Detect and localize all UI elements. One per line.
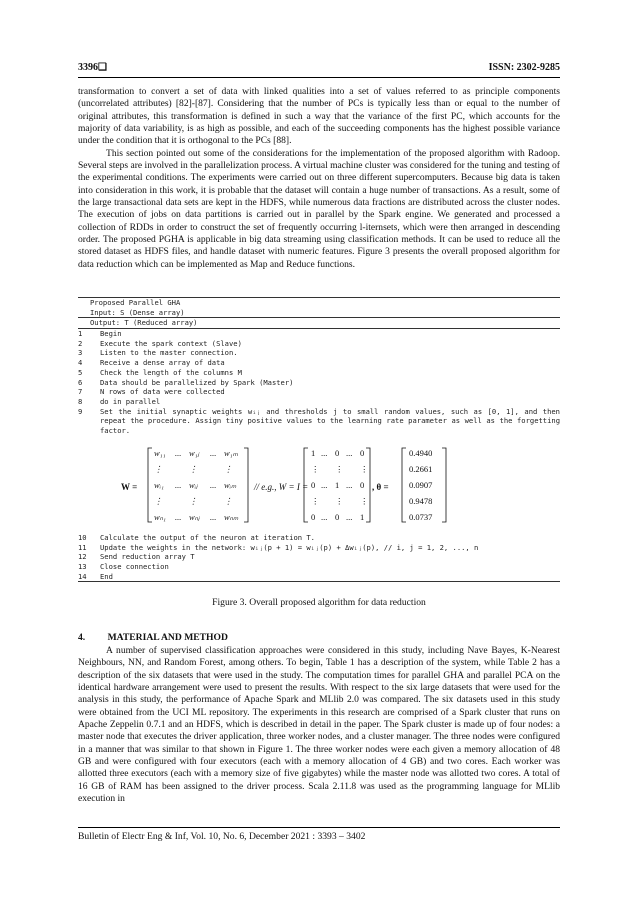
- w-matrix-cell: ⋮: [224, 496, 233, 506]
- i-matrix-cell: 0: [311, 480, 316, 490]
- theta-label: , θ =: [372, 482, 389, 492]
- algorithm-steps-b: [78, 533, 560, 582]
- algorithm-step-9: [78, 407, 560, 436]
- section-paragraph: A number of supervised classification approaches were considered in this study, including Nave Bayes, K-Nearest Neighbours, NN, and Random Forest, among others. To begin, Table 1 has a description of the system, while Table 2 has a description of the six datasets that were used in the study. The computation times for parallel GHA and parallel PCA on the identical hardware arrangement were used to present the results. With respect to the six large datasets that were used for the analysis in this study, the performance of Apache Spark and MLlib 2.0 was compared. The six datasets used in this study were obtained from the UCI ML repository. The experiments in this research are comprised of a Spark cluster that runs on Apache Zeppelin 0.7.1 and an HDFS, which is described in detail in the paper. The Spark cluster is made up of four nodes: a master node that executes the driver application, three worker nodes, and a cluster manager. The three nodes were configured in a manner that was similar to that shown in Figure 1. The three worker nodes were each given a memory allocation of 48 GB and were configured with four executors (each with a memory allocation of 4 GB) and two cores. Each worker was allotted three executors (each with a memory size of five gigabytes) while the master node was allotted two cores. A total of 16 GB of RAM has been assigned to the driver process. Scala 2.11.8 was used as the programming language for MLlib execution in: [78, 645, 560, 805]
- step-number: 8: [78, 396, 83, 406]
- i-matrix-cell: 1: [360, 512, 365, 522]
- algorithm-input: Input: S (Dense array): [90, 307, 185, 317]
- w-matrix-cell: ...: [175, 480, 182, 490]
- w-matrix-cell: ⋮: [189, 464, 198, 474]
- i-matrix-cell: 0: [335, 512, 340, 522]
- step-number: 7: [78, 387, 83, 397]
- step-number: 12: [78, 552, 87, 562]
- section-title: MATERIAL AND METHOD: [107, 632, 228, 643]
- algorithm-step: [78, 348, 560, 358]
- algorithm-step: [78, 543, 560, 553]
- weight-matrix-equation: [118, 446, 578, 526]
- w-matrix-cell: ...: [210, 448, 217, 458]
- i-matrix-cell: 0: [360, 480, 365, 490]
- w-matrix-cell: ...: [210, 480, 217, 490]
- i-matrix-cell: 1: [335, 480, 340, 490]
- eg-label: // e.g., W = I =: [254, 482, 309, 492]
- i-matrix-cell: 1: [311, 448, 316, 458]
- algorithm-output-row: [78, 317, 560, 328]
- figure-caption: Figure 3. Overall proposed algorithm for data reduction: [212, 597, 426, 608]
- step-number: 6: [78, 377, 83, 387]
- w-matrix-cell: ...: [210, 512, 217, 522]
- step-number: 14: [78, 571, 87, 581]
- footer-rule: [78, 827, 560, 828]
- algorithm-input-row: [78, 308, 560, 318]
- w-matrix-cell: ⋮: [154, 496, 163, 506]
- theta-value: 0.0907: [409, 480, 433, 490]
- paragraph-1: transformation to convert a set of data with linked qualities into a set of values referred to as principle components (uncorrelated attributes) [82]-[87]. Considering that the number of PCs is typically less than or equal to the number of original attributes, this transformation is defined in such a way that the variance of the first PC, which accounts for the majority of data variability, is as high as possible, and each of the succeeding components has the highest possible variance under the condition that it is orthogonal to the PCs [88].: [78, 86, 560, 147]
- w-matrix-cell: ⋮: [189, 496, 198, 506]
- i-matrix-cell: 0: [311, 512, 316, 522]
- i-matrix-cell: ⋮: [335, 464, 344, 474]
- i-matrix-cell: ...: [346, 480, 353, 490]
- algorithm-step: [78, 552, 560, 562]
- section-number: 4.: [78, 632, 86, 643]
- theta-left-bracket: [402, 448, 406, 522]
- issn: ISSN: 2302-9285: [488, 62, 560, 73]
- w-matrix-cell: w₁ⱼ: [189, 448, 200, 458]
- w-matrix-cell: w₁ₘ: [224, 448, 238, 458]
- w-matrix-cell: wᵢ₁: [154, 480, 164, 490]
- i-matrix-cell: ...: [321, 448, 328, 458]
- algorithm-title-row: [78, 297, 560, 308]
- step-text: Execute the spark context (Slave): [100, 338, 242, 348]
- section-heading: [78, 632, 228, 643]
- step-text: Receive a dense array of data: [100, 358, 225, 368]
- step-text: Update the weights in the network: wᵢⱼ(p + 1) = wᵢⱼ(p) + Δwᵢⱼ(p), // i, j = 1, 2, ..., n: [100, 542, 479, 552]
- i-matrix-cell: ⋮: [360, 496, 369, 506]
- step-number: 10: [78, 533, 87, 542]
- algorithm-steps-a: [78, 328, 560, 436]
- w-matrix-cell: wₙ₁: [154, 512, 167, 522]
- i-matrix-cell: ...: [321, 512, 328, 522]
- algorithm-bottom-rule: [78, 581, 560, 582]
- algorithm-step: [78, 572, 560, 582]
- i-matrix-cell: ...: [321, 480, 328, 490]
- i-matrix-cell: ⋮: [311, 496, 320, 506]
- algorithm-step: [78, 339, 560, 349]
- w-matrix-cell: ...: [175, 512, 182, 522]
- step-text: do in parallel: [100, 396, 161, 406]
- step-number: 13: [78, 562, 87, 572]
- i-matrix-cell: 0: [360, 448, 365, 458]
- i-matrix-cell: ⋮: [360, 464, 369, 474]
- algorithm-step: [78, 397, 560, 407]
- w-matrix-cell: ⋮: [224, 464, 233, 474]
- algorithm-step: [78, 387, 560, 397]
- algorithm-output: Output: T (Reduced array): [90, 318, 198, 328]
- i-matrix-cell: ⋮: [311, 464, 320, 474]
- i-matrix-cell: ⋮: [335, 496, 344, 506]
- algorithm-title: Proposed Parallel GHA: [90, 298, 181, 307]
- i-right-bracket: [366, 448, 370, 522]
- header-rule: [78, 77, 560, 78]
- algorithm-step: [78, 368, 560, 378]
- step-text: Send reduction array T: [100, 552, 195, 562]
- step-text: Listen to the master connection.: [100, 348, 238, 358]
- w-matrix-cell: wᵢₘ: [224, 480, 237, 490]
- step-text: N rows of data were collected: [100, 387, 225, 397]
- w-right-bracket: [244, 448, 248, 522]
- w-label: W =: [121, 482, 138, 492]
- algorithm-step: [78, 378, 560, 388]
- step-text: Begin: [100, 329, 122, 339]
- step-number: 9: [78, 406, 83, 416]
- w-matrix-cell: ...: [175, 448, 182, 458]
- w-matrix-cell: ⋮: [154, 464, 163, 474]
- w-matrix-cell: wᵢⱼ: [189, 480, 198, 490]
- i-matrix-cell: ...: [346, 448, 353, 458]
- section-text: [78, 645, 560, 805]
- step-text: End: [100, 571, 113, 581]
- page-footer: Bulletin of Electr Eng & Inf, Vol. 10, No. 6, December 2021 : 3393 – 3402: [78, 831, 366, 842]
- page-header: [78, 62, 560, 74]
- theta-value: 0.4940: [409, 448, 433, 458]
- step-number: 1: [78, 329, 83, 339]
- w-matrix-cell: wₙⱼ: [189, 512, 200, 522]
- theta-right-bracket: [442, 448, 446, 522]
- step-number: 2: [78, 338, 83, 348]
- step-number: 5: [78, 367, 83, 377]
- i-matrix-cell: 0: [335, 448, 340, 458]
- i-matrix-cell: ...: [346, 512, 353, 522]
- theta-value: 0.0737: [409, 512, 433, 522]
- w-left-bracket: [148, 448, 152, 522]
- step-number: 3: [78, 348, 83, 358]
- theta-value: 0.9478: [409, 496, 433, 506]
- step-text: Set the initial synaptic weights wᵢⱼ and thresholds j to small random values, such as [0, 1], and then repeat the procedure. Assign tiny positive values to the learning rate parameter as well as the forgetting factor.: [100, 406, 560, 435]
- theta-value: 0.2661: [409, 464, 433, 474]
- step-text: Calculate the output of the neuron at iteration T.: [100, 533, 315, 542]
- algorithm-block: [78, 297, 560, 436]
- intro-text: [78, 86, 560, 271]
- algorithm-step: [78, 358, 560, 368]
- step-text: Data should be parallelized by Spark (Master): [100, 377, 294, 387]
- algorithm-step: [78, 562, 560, 572]
- step-number: 4: [78, 358, 83, 368]
- algorithm-step: [78, 329, 560, 339]
- w-matrix-cell: w₁₁: [154, 448, 166, 458]
- page-number: 3396❏: [78, 62, 107, 73]
- paragraph-2: This section pointed out some of the considerations for the implementation of the proposed algorithm with Radoop. Several steps are involved in the parallelization process. A virtual machine cluster was considered for the tuning and testing of the experimental conditions. The experiments were carried out on three different supercomputers. Because big data is taken into consideration in this work, it is probable that the dataset will contain a huge number of transactions. As a result, some of the large transactional data sets are kept in the HDFS, while numerous data fractions are distributed across the cluster nodes. The execution of jobs on data partitions is carried out in parallel by the Spark engine. We generated and processed a collection of RDDs in order to construct the set of frequently occurring l-iternsets, which were then arranged in descending order. The proposed PGHA is applicable in big data streaming using classification methods. It can be used to reduce all the stored dataset as HDFS files, and handle dataset with numeric features. Figure 3 presents the overall proposed algorithm for data reduction which can be implemented as Map and Reduce functions.: [78, 147, 560, 270]
- w-matrix-cell: wₙₘ: [224, 512, 239, 522]
- step-number: 11: [78, 542, 87, 552]
- algorithm-step: [78, 533, 560, 543]
- step-text: Close connection: [100, 562, 169, 572]
- step-text: Check the length of the columns M: [100, 367, 242, 377]
